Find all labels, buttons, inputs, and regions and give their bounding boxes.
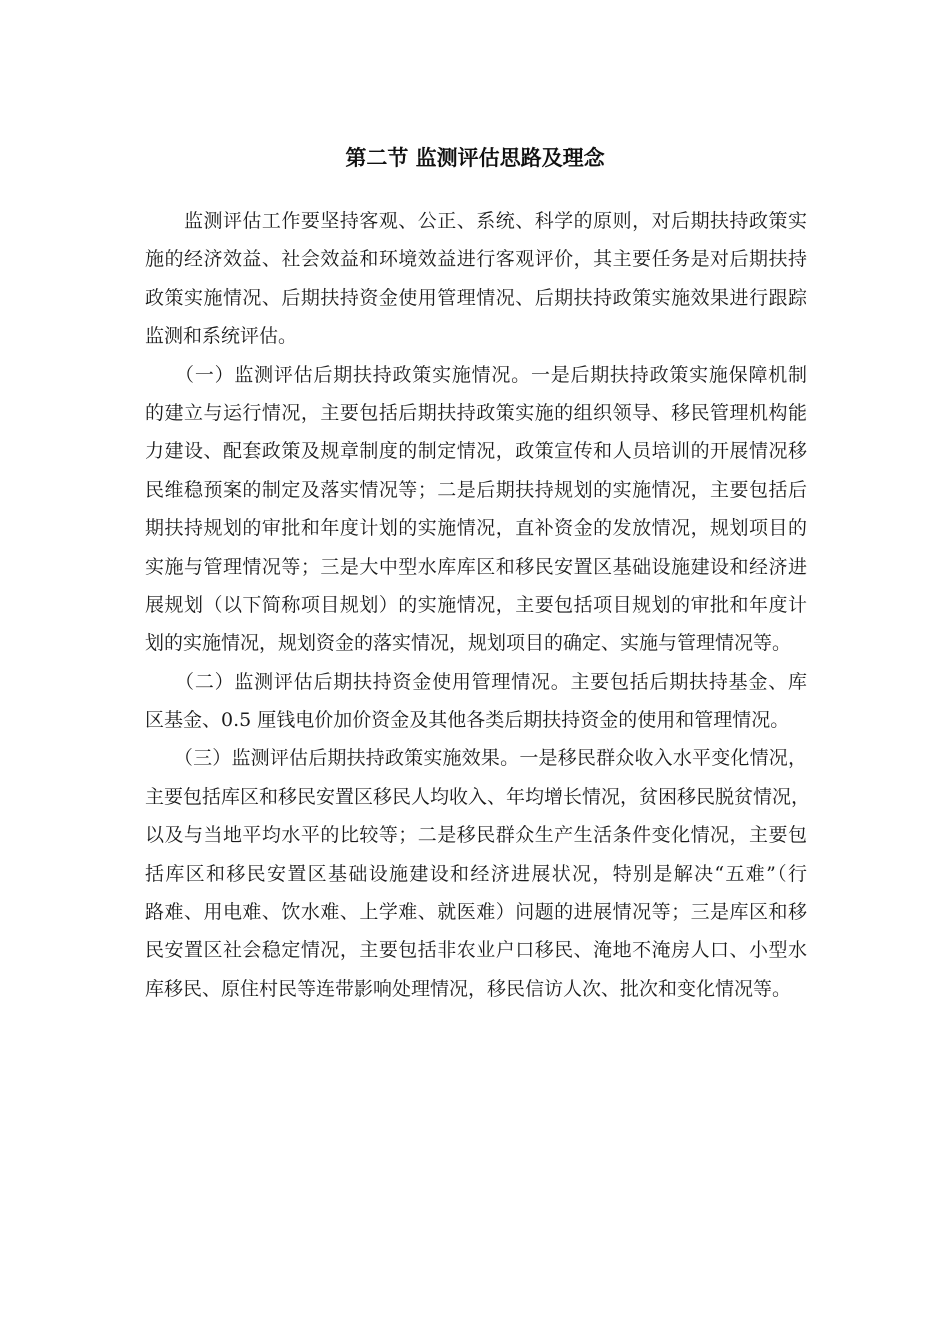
text-line: 期扶持规划的审批和年度计划的实施情况，直补资金的发放情况，规划项目的: [145, 517, 807, 540]
paragraph-fund-management: [145, 663, 807, 740]
text-line: 库移民、原住村民等连带影响处理情况，移民信访人次、批次和变化情况等。: [145, 977, 792, 1000]
text-line: 的建立与运行情况，主要包括后期扶持政策实施的组织领导、移民管理机构能: [145, 401, 807, 424]
section-title: 第二节 监测评估思路及理念: [345, 145, 605, 170]
text-line: 划的实施情况，规划资金的落实情况，规划项目的确定、实施与管理情况等。: [145, 632, 792, 655]
text-line: 民维稳预案的制定及落实情况等；二是后期扶持规划的实施情况，主要包括后: [145, 478, 807, 501]
text-line: 以及与当地平均水平的比较等；二是移民群众生产生活条件变化情况，主要包: [145, 824, 807, 847]
document-body: [145, 202, 811, 1008]
text-line: 监测评估工作要坚持客观、公正、系统、科学的原则，对后期扶持政策实: [145, 210, 807, 232]
paragraph-policy-implementation: [145, 356, 807, 663]
text-line: 路难、用电难、饮水难、上学难、就医难）问题的进展情况等；三是库区和移: [145, 901, 807, 924]
text-line: 展规划（以下简称项目规划）的实施情况，主要包括项目规划的审批和年度计: [145, 593, 807, 616]
text-line: 实施与管理情况等；三是大中型水库库区和移民安置区基础设施建设和经济进: [145, 555, 807, 578]
paragraph-policy-effects: [145, 739, 811, 1008]
paragraph-intro: [145, 202, 807, 356]
text-line: 民安置区社会稳定情况，主要包括非农业户口移民、淹地不淹房人口、小型水: [145, 939, 807, 962]
text-line: （二）监测评估后期扶持资金使用管理情况。主要包括后期扶持基金、库: [145, 670, 807, 693]
text-line: （一）监测评估后期扶持政策实施情况。一是后期扶持政策实施保障机制: [145, 363, 807, 386]
text-line: 主要包括库区和移民安置区移民人均收入、年均增长情况，贫困移民脱贫情况，: [145, 785, 811, 808]
text-line: 括库区和移民安置区基础设施建设和经济进展状况，特别是解决“五难”（行: [145, 862, 807, 885]
text-line: 力建设、配套政策及规章制度的制定情况，政策宣传和人员培训的开展情况移: [145, 440, 807, 463]
text-line: （三）监测评估后期扶持政策实施效果。一是移民群众收入水平变化情况，: [145, 747, 807, 770]
text-line: 政策实施情况、后期扶持资金使用管理情况、后期扶持政策实施效果进行跟踪: [145, 286, 807, 309]
text-line: 施的经济效益、社会效益和环境效益进行客观评价，其主要任务是对后期扶持: [145, 248, 807, 271]
text-line: 区基金、0.5 厘钱电价加价资金及其他各类后期扶持资金的使用和管理情况。: [145, 709, 790, 732]
text-line: 监测和系统评估。: [145, 325, 298, 348]
